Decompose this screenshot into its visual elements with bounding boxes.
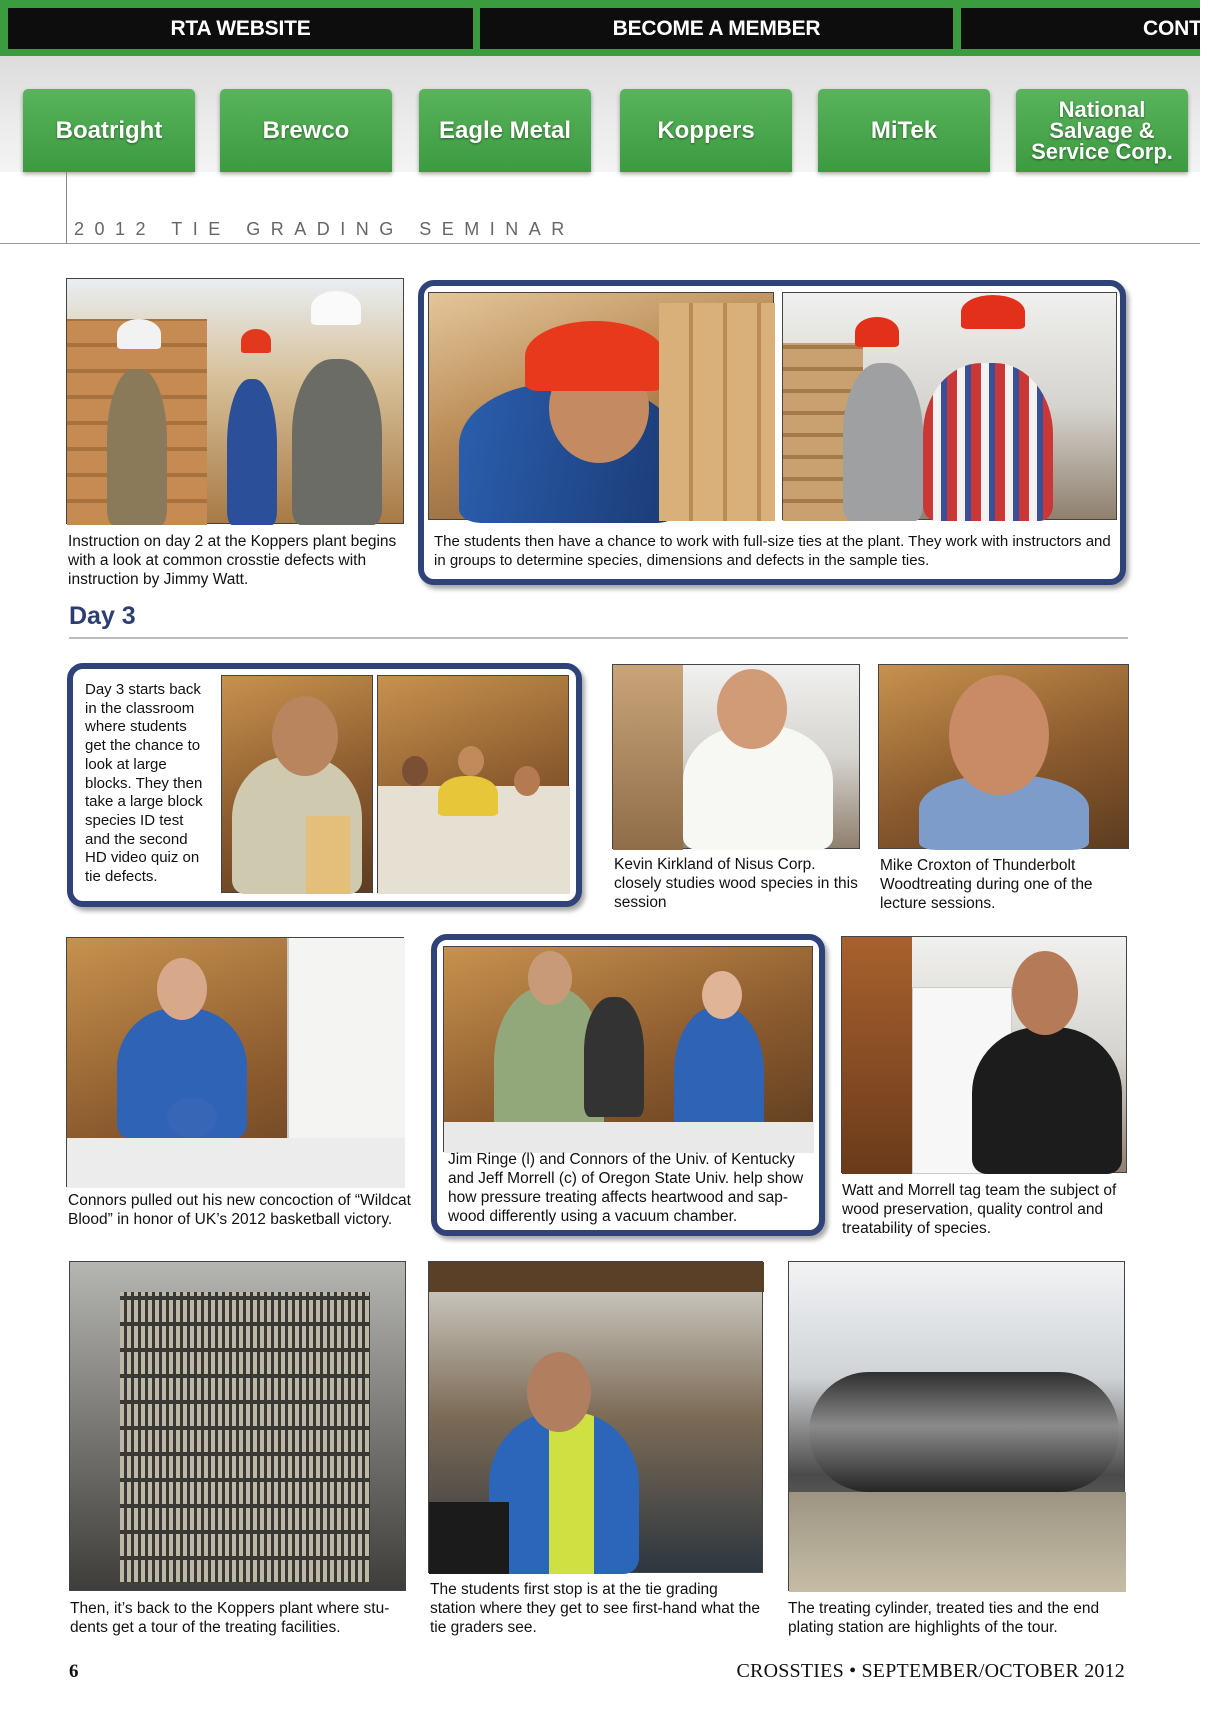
top-nav-bar — [0, 0, 1215, 56]
caption-treated-tie-stack: Then, it’s back to the Koppers plant where stu-dents get a tour of the treating facilities. — [70, 1600, 390, 1636]
section-divider-vertical — [66, 172, 67, 244]
caption-tie-grading-station: The students first stop is at the tie grading station where they get to see first-hand what the tie graders see. — [430, 1581, 760, 1636]
page-number: 6 — [69, 1661, 79, 1682]
photo-mike-croxton — [878, 664, 1129, 849]
day-heading: Day 3 — [69, 602, 136, 630]
caption-kevin-kirkland: Kevin Kirkland of Nisus Corp. closely studies wood species in this session — [614, 856, 858, 911]
photo-student-with-block — [221, 675, 373, 893]
sponsor-koppers-button[interactable]: Koppers — [620, 89, 792, 172]
caption-vacuum-chamber: Jim Ringe (l) and Connors of the Univ. of Kentucky and Jeff Morrell (c) of Oregon State Univ. help show how pressure treating affects heartwood and sap-wood differently using a vacuum chamber. — [448, 1151, 804, 1225]
section-divider-horizontal — [0, 243, 1200, 244]
photo-student-inspecting-tie — [428, 292, 774, 520]
sponsor-mitek-button[interactable]: MiTek — [818, 89, 990, 172]
nav-become-a-member[interactable]: BECOME A MEMBER — [480, 8, 953, 49]
photo-tie-grading-station — [428, 1261, 763, 1573]
caption-full-size-ties: The students then have a chance to work with full-size ties at the plant. They work with instructors and in groups to determine species, dimensions and defects in the sample ties. — [434, 533, 1111, 569]
sponsor-strip — [0, 56, 1200, 172]
caption-classroom: Day 3 starts back in the classroom where students get the chance to look at large blocks. They then take a large block species ID test and the second HD video quiz on tie defects. — [85, 681, 203, 886]
caption-mike-croxton: Mike Croxton of Thunderbolt Woodtreating during one of the lecture sessions. — [880, 857, 1093, 912]
sponsor-boatright-button[interactable]: Boatright — [23, 89, 195, 172]
caption-watt-and-morrell: Watt and Morrell tag team the subject of wood preservation, quality control and treatability of species. — [842, 1182, 1117, 1237]
photo-watt-and-morrell — [841, 936, 1127, 1173]
sponsor-national-salvage-button[interactable]: National Salvage & Service Corp. — [1016, 89, 1188, 172]
photo-instructors-with-students — [782, 292, 1117, 520]
photo-classroom-students — [377, 675, 569, 893]
nav-contact[interactable]: CONTA — [961, 8, 1200, 49]
photo-kevin-kirkland — [612, 664, 860, 849]
caption-treating-cylinder: The treating cylinder, treated ties and the end plating station are highlights of the tour. — [788, 1600, 1100, 1636]
feature-frame-classroom — [67, 663, 582, 907]
photo-koppers-instruction — [66, 278, 404, 524]
caption-koppers-instruction: Instruction on day 2 at the Koppers plant begins with a look at common crosstie defects with instruction by Jimmy Watt. — [68, 533, 397, 588]
photo-vacuum-chamber-demo — [443, 946, 813, 1152]
photo-treating-cylinder — [788, 1261, 1125, 1591]
sponsor-brewco-button[interactable]: Brewco — [220, 89, 392, 172]
photo-connors-wildcat-blood — [66, 937, 404, 1187]
caption-connors-wildcat-blood: Connors pulled out his new concoction of “Wildcat Blood” in honor of UK’s 2012 basketball victory. — [68, 1192, 411, 1228]
section-title: 2012 TIE GRADING SEMINAR — [74, 219, 575, 239]
feature-frame-vacuum-chamber — [431, 934, 825, 1236]
feature-frame-full-size-ties — [418, 280, 1126, 585]
day-heading-rule — [69, 637, 1128, 639]
publication-footer: CROSSTIES • SEPTEMBER/OCTOBER 2012 — [736, 1660, 1125, 1682]
photo-treated-tie-stack — [69, 1261, 406, 1591]
sponsor-eagle-metal-button[interactable]: Eagle Metal — [419, 89, 591, 172]
nav-rta-website[interactable]: RTA WEBSITE — [8, 8, 473, 49]
